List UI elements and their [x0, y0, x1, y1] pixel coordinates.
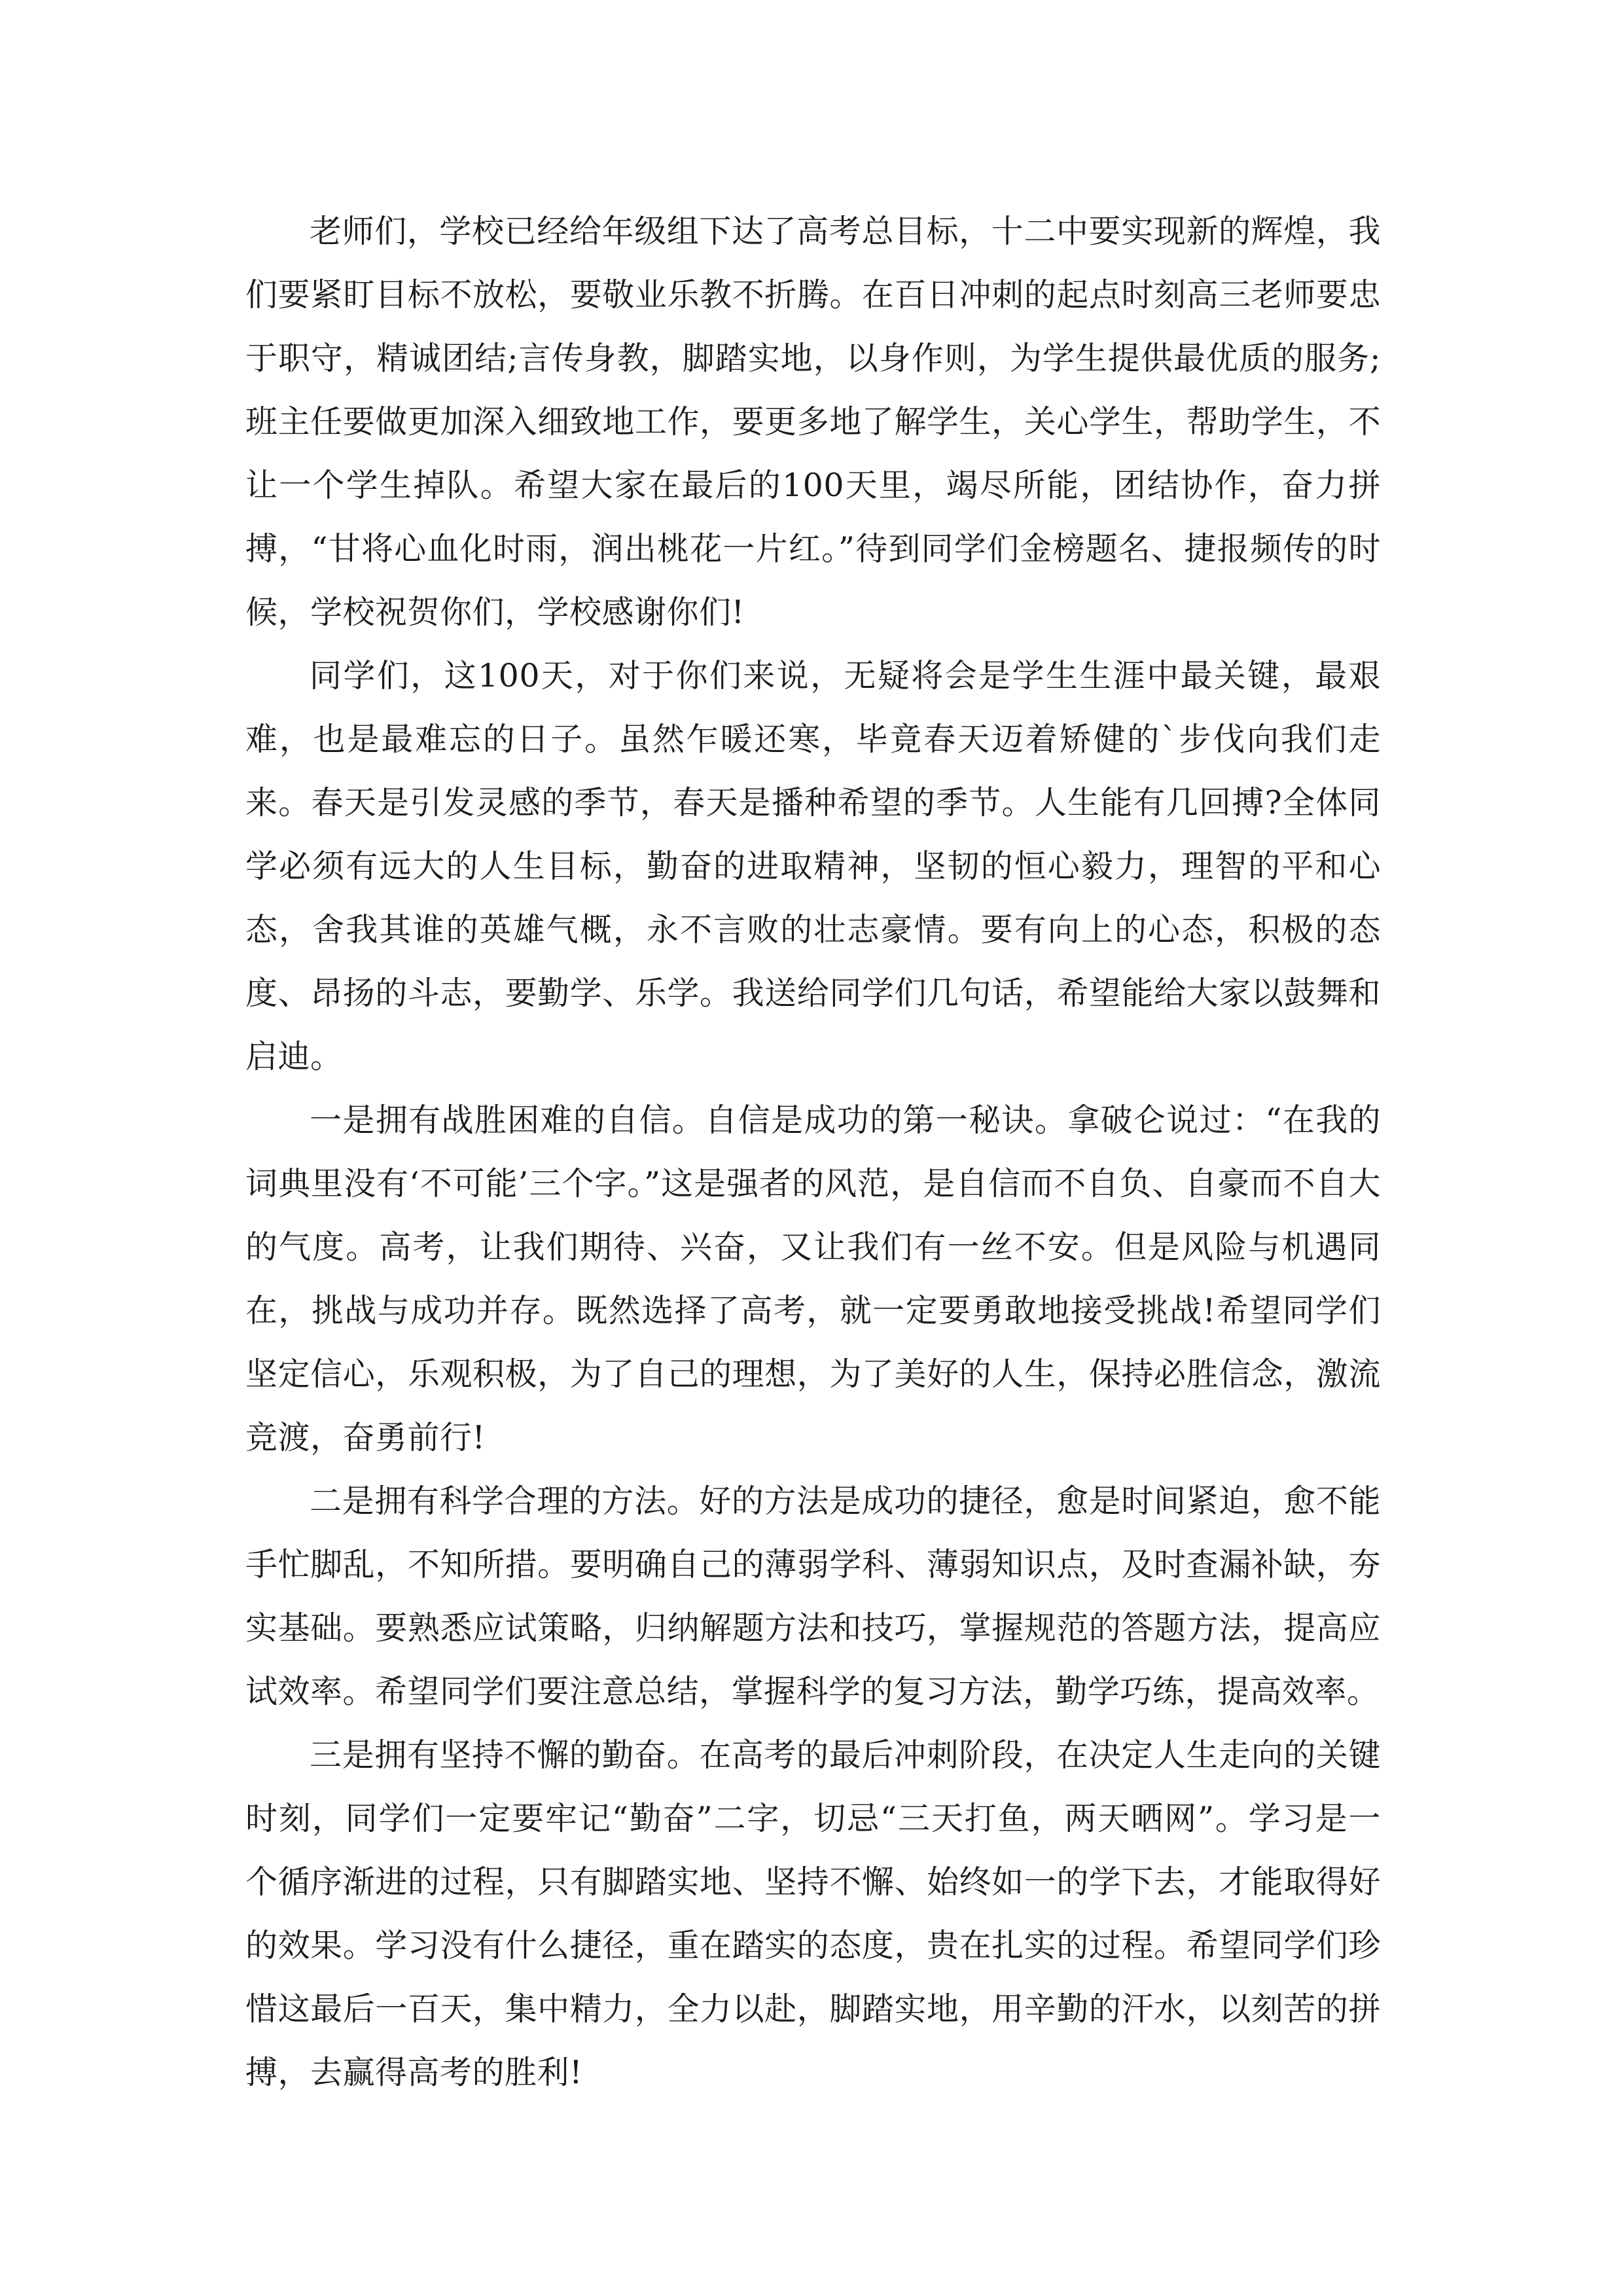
paragraph-method: 二是拥有科学合理的方法。好的方法是成功的捷径，愈是时间紧迫，愈不能手忙脚乱，不知所措。要明确自己的薄弱学科、薄弱知识点，及时查漏补缺，夯实基础。要熟悉应试策略，归纳解题方法和技巧，掌握规范的答题方法，提高应试效率。希望同学们要注意总结，掌握科学的复习方法，勤学巧练，提高效率。 [245, 1482, 1381, 1710]
paragraph-teachers: 老师们，学校已经给年级组下达了高考总目标，十二中要实现新的辉煌，我们要紧盯目标不放松，要敬业乐教不折腾。在百日冲刺的起点时刻高三老师要忠于职守，精诚团结;言传身教，脚踏实地，以身作则，为学生提供最优质的服务;班主任要做更加深入细致地工作，要更多地了解学生，关心学生，帮助学生，不让一个学生掉队。希望大家在最后的100天里，竭尽所能，团结协作，奋力拼搏，“甘将心血化时雨，润出桃花一片红。”待到同学们金榜题名、捷报频传的时候，学校祝贺你们，学校感谢你们! [245, 213, 1381, 631]
paragraph-students: 同学们，这100天，对于你们来说，无疑将会是学生生涯中最关键，最艰难，也是最难忘的日子。虽然乍暖还寒，毕竟春天迈着矫健的`步伐向我们走来。春天是引发灵感的季节，春天是播种希望的季节。人生能有几回搏?全体同学必须有远大的人生目标，勤奋的进取精神，坚韧的恒心毅力，理智的平和心态，舍我其谁的英雄气概，永不言败的壮志豪情。要有向上的心态，积极的态度、昂扬的斗志，要勤学、乐学。我送给同学们几句话，希望能给大家以鼓舞和启迪。 [245, 657, 1381, 1075]
paragraph-confidence: 一是拥有战胜困难的自信。自信是成功的第一秘诀。拿破仑说过：“在我的词典里没有‘不可能’三个字。”这是强者的风范，是自信而不自负、自豪而不自大的气度。高考，让我们期待、兴奋，又让我们有一丝不安。但是风险与机遇同在，挑战与成功并存。既然选择了高考，就一定要勇敢地接受挑战!希望同学们坚定信心，乐观积极，为了自己的理想，为了美好的人生，保持必胜信念，激流竞渡，奋勇前行! [245, 1102, 1381, 1456]
paragraph-diligence: 三是拥有坚持不懈的勤奋。在高考的最后冲刺阶段，在决定人生走向的关键时刻，同学们一定要牢记“勤奋”二字，切忌“三天打鱼，两天晒网”。学习是一个循序渐进的过程，只有脚踏实地、坚持不懈、始终如一的学下去，才能取得好的效果。学习没有什么捷径，重在踏实的态度，贵在扎实的过程。希望同学们珍惜这最后一百天，集中精力，全力以赴，脚踏实地，用辛勤的汗水，以刻苦的拼搏，去赢得高考的胜利! [245, 1736, 1381, 2091]
document-body [245, 200, 1381, 2104]
